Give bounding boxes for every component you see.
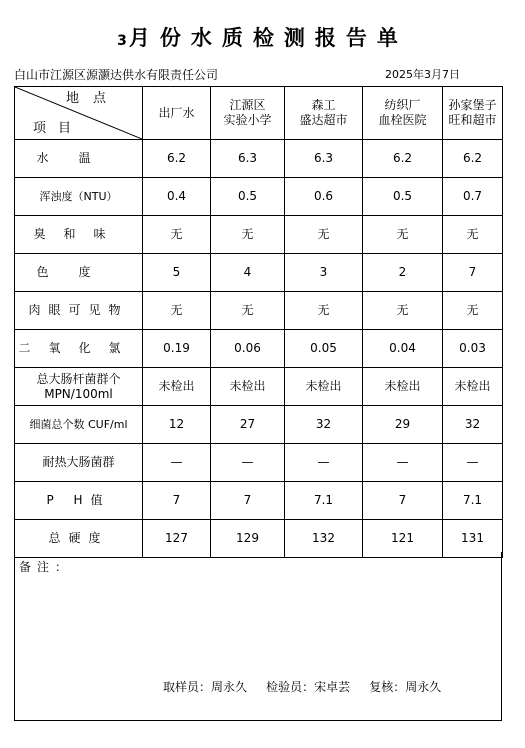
cell-value: 无	[363, 292, 443, 330]
row-label: 色度	[15, 254, 143, 292]
cell-value: 0.05	[285, 330, 363, 368]
cell-value: 0.5	[363, 178, 443, 216]
cell-value: 7	[443, 254, 503, 292]
cell-value: 6.3	[285, 140, 363, 178]
cell-value: —	[363, 444, 443, 482]
cell-value: 0.06	[211, 330, 285, 368]
cell-value: 6.3	[211, 140, 285, 178]
cell-value: 4	[211, 254, 285, 292]
sampler-name: 周永久	[211, 680, 248, 694]
column-header: 出厂水	[143, 87, 211, 140]
row-label: 肉眼可见物	[15, 292, 143, 330]
cell-value: 7.1	[285, 482, 363, 520]
table-row	[15, 444, 503, 482]
row-label	[15, 368, 143, 406]
cell-value: 0.6	[285, 178, 363, 216]
header-row	[15, 87, 503, 140]
remarks-label: 备注：	[19, 560, 74, 574]
table-row	[15, 482, 503, 520]
cell-value: 未检出	[363, 368, 443, 406]
cell-value: 27	[211, 406, 285, 444]
report-month: 3	[117, 33, 127, 49]
cell-value: 7	[363, 482, 443, 520]
cell-value: 0.4	[143, 178, 211, 216]
report-title	[0, 22, 525, 52]
row-label: 臭和味	[15, 216, 143, 254]
table-row	[15, 368, 503, 406]
row-label: 细菌总个数 CUF/ml	[15, 406, 143, 444]
cell-value: 132	[285, 520, 363, 558]
sampler-label: 取样员：	[163, 680, 212, 694]
cell-value: —	[285, 444, 363, 482]
cell-value: 0.7	[443, 178, 503, 216]
cell-value: 0.03	[443, 330, 503, 368]
cell-value: 2	[363, 254, 443, 292]
cell-value: 6.2	[143, 140, 211, 178]
company-name: 白山市江源区源灏达供水有限责任公司	[14, 68, 219, 82]
row-label: 水温	[15, 140, 143, 178]
row-label: 总硬度	[15, 520, 143, 558]
cell-value: 无	[285, 292, 363, 330]
column-header: 孙家堡子 旺和超市	[443, 87, 503, 140]
cell-value: 无	[211, 292, 285, 330]
table-row	[15, 178, 503, 216]
cell-value: 未检出	[211, 368, 285, 406]
cell-value: 无	[363, 216, 443, 254]
cell-value: 无	[443, 216, 503, 254]
reviewer-name: 周永久	[405, 680, 442, 694]
cell-value: 6.2	[443, 140, 503, 178]
cell-value: 5	[143, 254, 211, 292]
cell-value: 3	[285, 254, 363, 292]
cell-value: 12	[143, 406, 211, 444]
cell-value: 7	[143, 482, 211, 520]
row-label-line1: 总大肠杆菌群个	[36, 371, 121, 386]
signers-line	[163, 678, 441, 695]
inspector-label: 检验员：	[266, 680, 315, 694]
table-row	[15, 254, 503, 292]
corner-cell	[15, 87, 143, 140]
inspector-name: 宋卓芸	[314, 680, 351, 694]
cell-value: 0.19	[143, 330, 211, 368]
cell-value: 32	[443, 406, 503, 444]
location-label: 地点	[65, 91, 120, 106]
row-label: 二氧化氯	[15, 330, 143, 368]
column-header: 森工 盛达超市	[285, 87, 363, 140]
cell-value: 无	[285, 216, 363, 254]
row-label: P H值	[15, 482, 143, 520]
row-label-line2: MPN/100ml	[44, 386, 113, 401]
table-row	[15, 140, 503, 178]
cell-value: 0.04	[363, 330, 443, 368]
water-quality-table	[14, 86, 503, 558]
table-row	[15, 406, 503, 444]
cell-value: 无	[443, 292, 503, 330]
report-title-text: 月份水质检测报告单	[128, 26, 408, 50]
table-row	[15, 330, 503, 368]
column-header: 江源区 实验小学	[211, 87, 285, 140]
cell-value: 未检出	[443, 368, 503, 406]
table-row	[15, 216, 503, 254]
cell-value: 无	[211, 216, 285, 254]
row-label: 耐热大肠菌群	[15, 444, 143, 482]
cell-value: 未检出	[143, 368, 211, 406]
cell-value: —	[143, 444, 211, 482]
cell-value: 127	[143, 520, 211, 558]
cell-value: 无	[143, 216, 211, 254]
table-row	[15, 292, 503, 330]
cell-value: 无	[143, 292, 211, 330]
cell-value: 29	[363, 406, 443, 444]
remarks-section	[14, 552, 502, 721]
cell-value: —	[443, 444, 503, 482]
cell-value: 0.5	[211, 178, 285, 216]
column-header: 纺织厂 血栓医院	[363, 87, 443, 140]
reviewer-label: 复核：	[369, 680, 406, 694]
cell-value: 7.1	[443, 482, 503, 520]
cell-value: 7	[211, 482, 285, 520]
cell-value: 121	[363, 520, 443, 558]
cell-value: 32	[285, 406, 363, 444]
report-date: 2025年3月7日	[385, 68, 460, 81]
cell-value: 6.2	[363, 140, 443, 178]
cell-value: 未检出	[285, 368, 363, 406]
row-label: 浑浊度（NTU）	[15, 178, 143, 216]
cell-value: 131	[443, 520, 503, 558]
cell-value: —	[211, 444, 285, 482]
item-label: 项目	[33, 121, 84, 136]
cell-value: 129	[211, 520, 285, 558]
